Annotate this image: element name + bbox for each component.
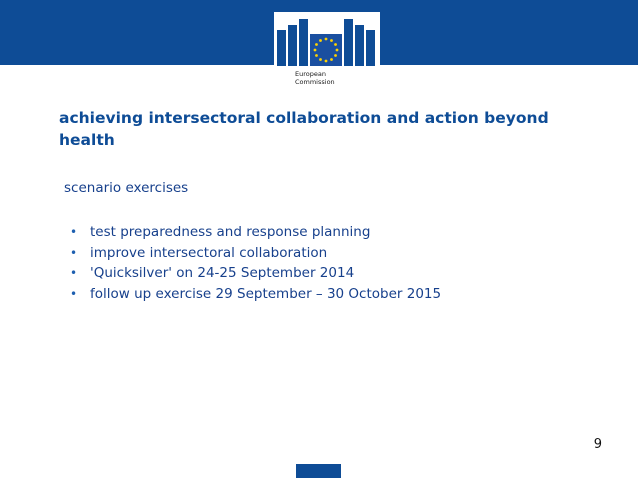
eu-star-icon [325,38,328,41]
logo-stripe-right-2 [355,25,364,66]
eu-star-icon [334,43,337,46]
logo-stripe-right-3 [366,30,375,66]
list-item [70,265,441,286]
eu-star-icon [330,39,333,42]
list-item [70,224,441,245]
logo-wordmark [295,70,335,86]
european-commission-logo [274,12,380,98]
eu-star-icon [319,39,322,42]
eu-star-icon [334,54,337,57]
bullet-text: improve intersectoral collaboration [90,244,328,261]
bullet-text: 'Quicksilver' on 24-25 September 2014 [90,265,355,281]
bullet-text: test preparedness and response planning [90,224,371,240]
logo-stripe-left-3 [299,19,308,66]
logo-line-commission: Commission [295,78,335,86]
bullet-dot-icon: • [70,225,78,239]
bullet-list [70,224,441,306]
bullet-dot-icon: • [70,286,78,301]
page-number: 9 [593,437,602,452]
slide-title: achieving intersectoral collaboration and action beyond health [59,109,549,149]
eu-star-icon [319,58,322,61]
footer-bar [296,464,341,478]
bullet-dot-icon: • [70,245,78,260]
eu-star-icon [315,43,318,46]
eu-star-icon [330,58,333,61]
logo-stripe-left-2 [288,25,297,66]
eu-star-icon [336,49,339,52]
bullet-text: follow up exercise 29 September – 30 October 2015 [90,285,442,302]
section-label: scenario exercises [64,180,189,196]
eu-star-icon [314,49,317,52]
list-item [70,245,441,266]
eu-star-icon [325,60,328,63]
logo-stripe-right-1 [344,19,353,66]
list-item [70,286,441,307]
logo-line-european: European [295,70,326,78]
eu-star-icon [315,54,318,57]
bullet-dot-icon: • [70,266,78,280]
logo-stripe-left [277,30,286,66]
